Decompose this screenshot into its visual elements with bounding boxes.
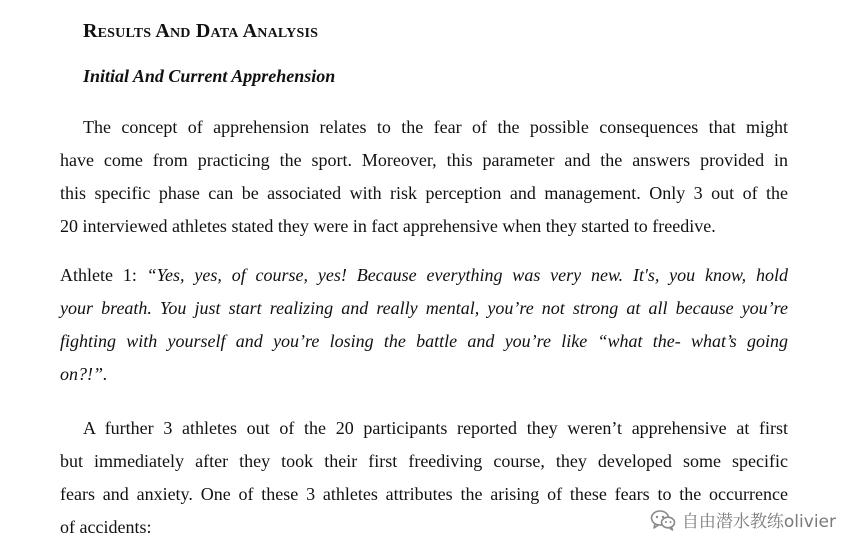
quote-text: “Yes, yes, of course, yes! Because everything was very new. It's, you know, hold [146, 265, 789, 285]
paragraph-line: fears and anxiety. One of these 3 athletes attributes the arising of these fears to the occurrence [60, 484, 788, 504]
paragraph-line: this specific phase can be associated with risk perception and management. Only 3 out of the [60, 183, 788, 203]
watermark [650, 507, 836, 532]
paragraph-line: but immediately after they took their first freediving course, they developed some specific [60, 451, 788, 471]
paragraph-apprehension-intro [60, 111, 788, 243]
section-heading: Results And Data Analysis [83, 20, 319, 42]
paragraph-line: 20 interviewed athletes stated they were in fact apprehensive when they started to freedive. [60, 216, 716, 236]
athlete-quote [60, 259, 788, 391]
paragraph-line: A further 3 athletes out of the 20 participants reported they weren’t apprehensive at first [83, 418, 788, 438]
watermark-text: 自由潜水教练olivier [681, 512, 836, 532]
quote-line: on?!”. [60, 364, 108, 384]
paragraph-line: have come from practicing the sport. Moreover, this parameter and the answers provided in [60, 150, 788, 170]
paragraph-line: of accidents: [60, 517, 152, 537]
quote-line: your breath. You just start realizing and really mental, you’re not strong at all because you’re [60, 298, 788, 318]
quote-line [60, 259, 788, 292]
quote-speaker: Athlete 1: [60, 265, 147, 285]
paragraph-line: The concept of apprehension relates to the fear of the possible consequences that might [83, 117, 788, 137]
quote-line: fighting with yourself and you’re losing the battle and you’re like “what the- what’s going [60, 331, 788, 351]
subsection-heading: Initial And Current Apprehension [83, 66, 336, 86]
wechat-icon [650, 509, 676, 531]
